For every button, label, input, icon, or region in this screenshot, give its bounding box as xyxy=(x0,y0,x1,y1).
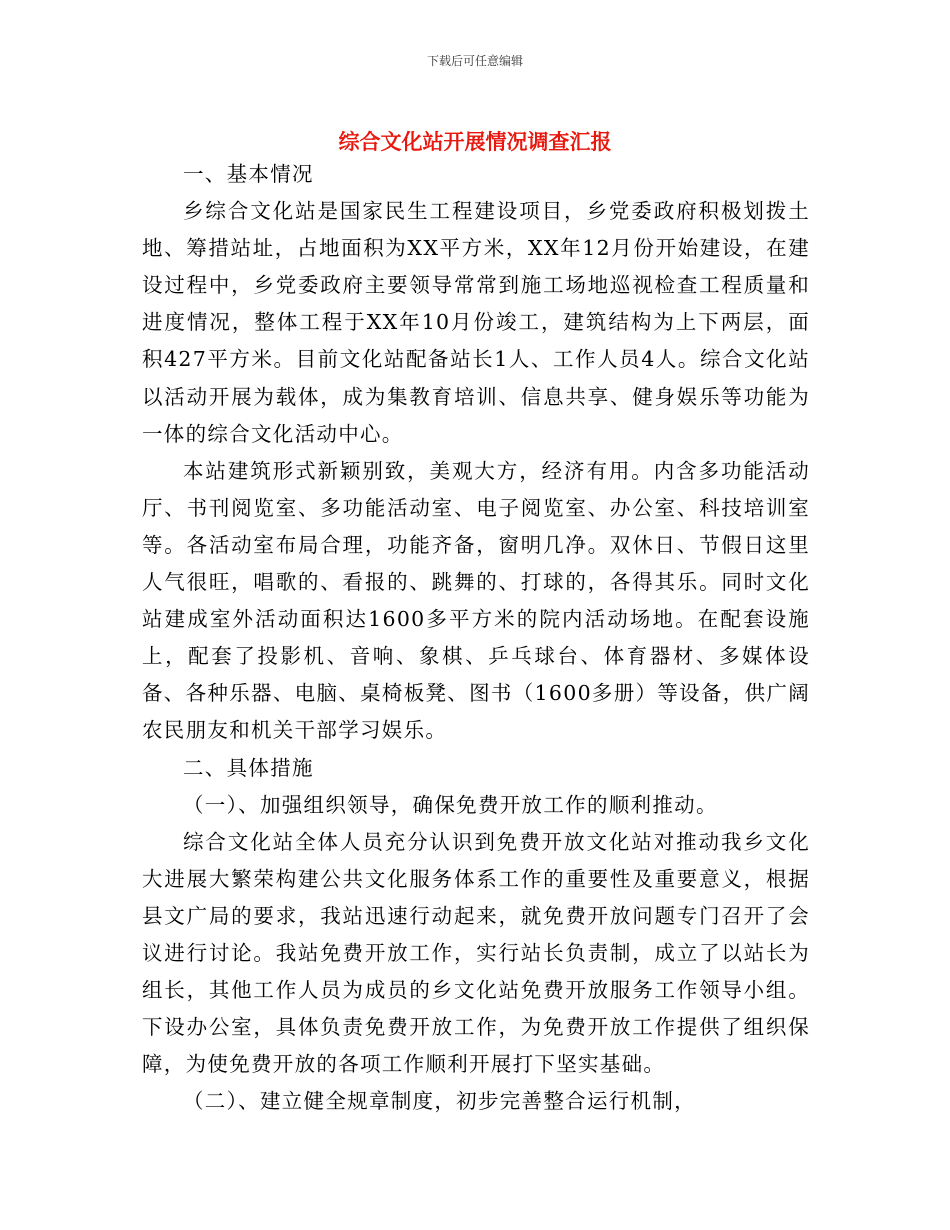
subheading-organization: （一）、加强组织领导，确保免费开放工作的顺利推动。 xyxy=(183,792,718,817)
section-heading-basic-situation: 一、基本情况 xyxy=(183,162,314,186)
document-title: 综合文化站开展情况调查汇报 xyxy=(338,130,612,155)
paragraph-overview: 乡综合文化站是国家民生工程建设项目，乡党委政府积极划拨土地、筹措站址，占地面积为XX平方米，XX年12月份开始建设，在建设过程中，乡党委政府主要领导常常到施工场地巡视检查工程质量和进度情况，整体工程于XX年10月份竣工，建筑结构为上下两层，面积427平方米。目前文化站配备站长1人、工作人员4人。综合文化站以活动开展为载体，成为集教育培训、信息共享、健身娱乐等功能为一体的综合文化活动中心。 xyxy=(142,199,810,446)
page-header: 下载后可任意编辑 xyxy=(426,54,523,68)
paragraph-facilities: 本站建筑形式新颖别致，美观大方，经济有用。内含多功能活动厅、书刊阅览室、多功能活动室、电子阅览室、办公室、科技培训室等。各活动室布局合理，功能齐备，窗明几净。双休日、节假日这里人气很旺，唱歌的、看报的、跳舞的、打球的，各得其乐。同时文化站建成室外活动面积达1600多平方米的院内活动场地。在配套设施上，配套了投影机、音响、象棋、乒乓球台、体育器材、多媒体设备、各种乐器、电脑、桌椅板凳、图书（1600多册）等设备，供广阔农民朋友和机关干部学习娱乐。 xyxy=(142,458,810,743)
subheading-regulations: （二）、建立健全规章制度，初步完善整合运行机制， xyxy=(183,1089,696,1114)
paragraph-organization: 综合文化站全体人员充分认识到免费开放文化站对推动我乡文化大进展大繁荣构建公共文化服务体系工作的重要性及重要意义，根据县文广局的要求，我站迅速行动起来，就免费开放问题专门召开了会议进行讨论。我站免费开放工作，实行站长负责制，成立了以站长为组长，其他工作人员为成员的乡文化站免费开放服务工作领导小组。下设办公室，具体负责免费开放工作，为免费开放工作提供了组织保障，为使免费开放的各项工作顺利开展打下坚实基础。 xyxy=(142,829,810,1077)
document-body xyxy=(142,156,810,1120)
section-heading-measures: 二、具体措施 xyxy=(183,755,314,780)
